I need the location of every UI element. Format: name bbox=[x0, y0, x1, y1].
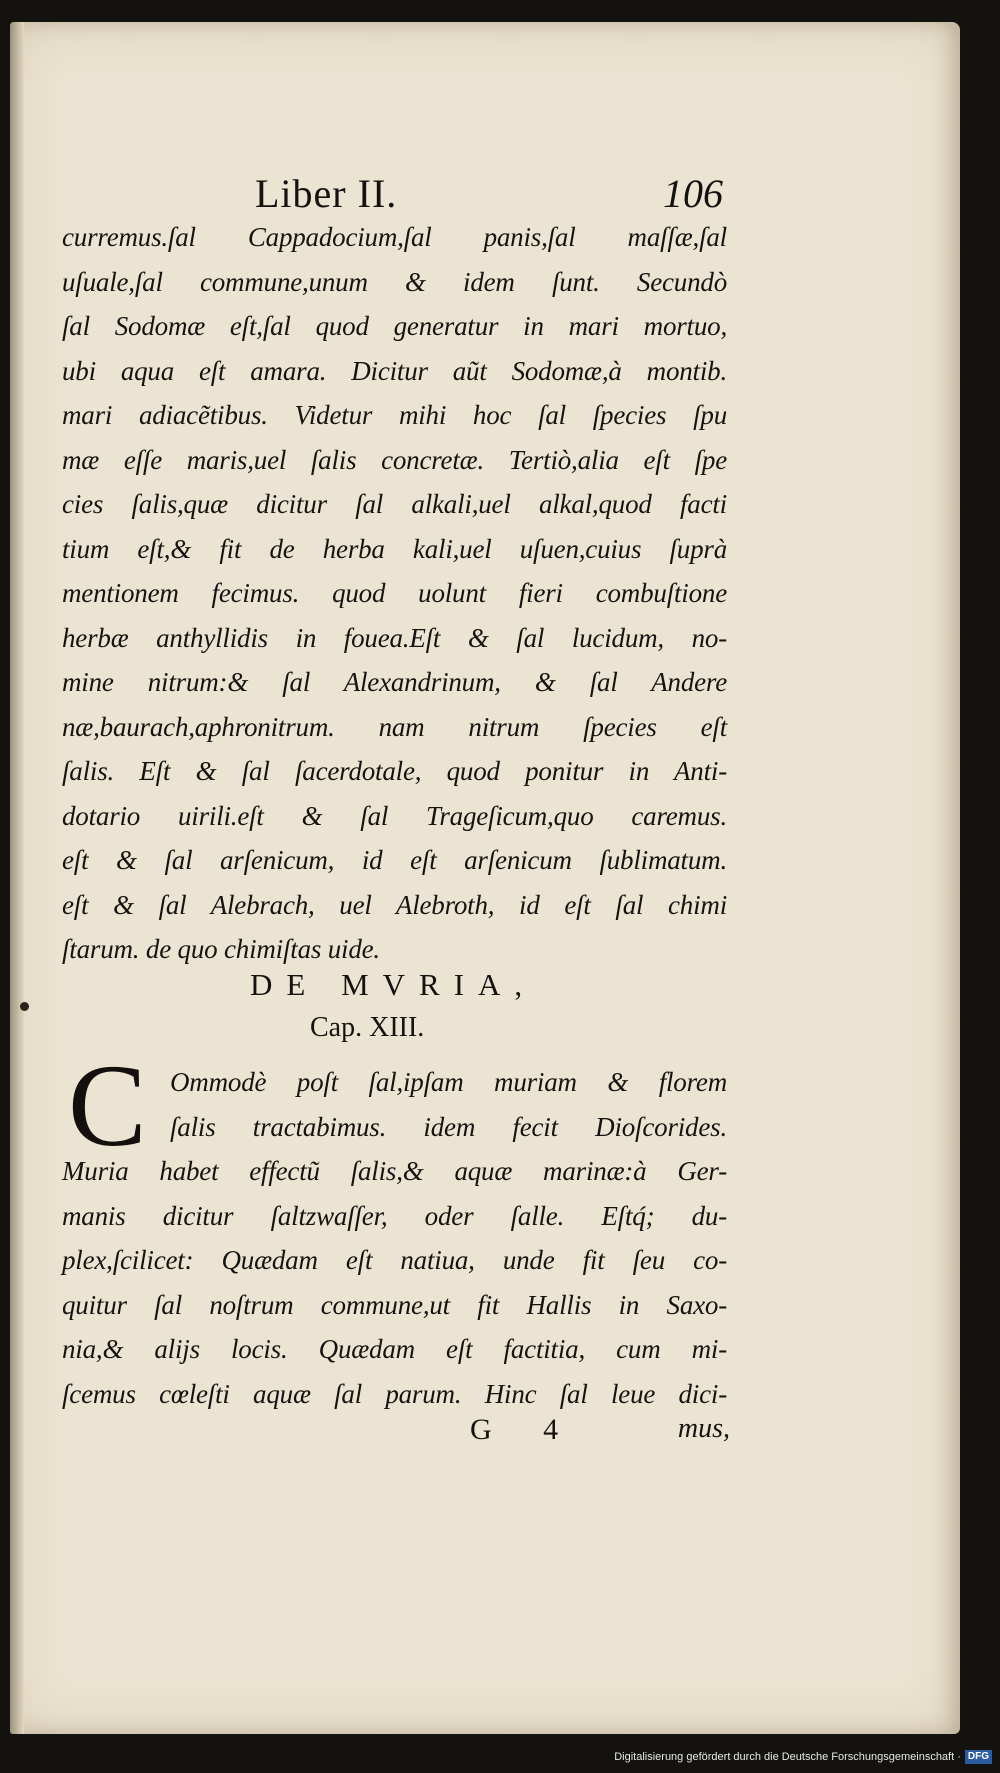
chapter-text bbox=[62, 1040, 727, 1412]
text-line: curremus.ſal Cappadocium,ſal panis,ſal maſſæ,ſal bbox=[62, 222, 727, 252]
text-line: mari adiacẽtibus. Videtur mihi hoc ſal ſpecies ſpu bbox=[62, 400, 727, 430]
credit-text: Digitalisierung gefördert durch die Deutsche Forschungsgemeinschaft · bbox=[614, 1751, 961, 1763]
drop-cap-initial: C bbox=[68, 1040, 147, 1171]
signature-mark: G 4 bbox=[470, 1413, 581, 1446]
text-line: næ,baurach,aphronitrum. nam nitrum ſpecies eſt bbox=[62, 711, 727, 742]
text-line: ſtarum. de quo chimiſtas uide. bbox=[62, 934, 380, 964]
text-line: uſuale,ſal commune,unum & idem ſunt. Secundò bbox=[62, 266, 727, 297]
page-number: 106 bbox=[663, 171, 723, 216]
margin-mark bbox=[20, 1002, 29, 1011]
text-line: ubi aqua eſt amara. Dicitur aũt Sodomæ,à montib. bbox=[62, 355, 727, 386]
book-page bbox=[10, 22, 960, 1734]
chapter-number: Cap. XIII. bbox=[310, 1012, 425, 1043]
text-line: Ommodè poſt ſal,ipſam muriam & florem bbox=[170, 1067, 727, 1097]
body-text bbox=[62, 215, 727, 972]
text-line: cies ſalis,quæ dicitur ſal alkali,uel alkal,quod facti bbox=[62, 489, 727, 519]
text-line: mæ eſſe maris,uel ſalis concretæ. Tertiò,alia eſt ſpe bbox=[62, 444, 727, 475]
running-title: Liber II. bbox=[255, 171, 398, 216]
text-line: eſt & ſal arſenicum, id eſt arſenicum ſublimatum. bbox=[62, 845, 727, 875]
section-heading: DE MVRIA, bbox=[250, 967, 537, 1002]
text-line: mentionem fecimus. quod uolunt fieri combuſtione bbox=[62, 578, 727, 608]
dfg-logo-icon: DFG bbox=[965, 1750, 992, 1764]
text-line: herbæ anthyllidis in fouea.Eſt & ſal lucidum, no- bbox=[62, 622, 727, 653]
text-line: plex,ſcilicet: Quædam eſt natiua, unde fit ſeu co- bbox=[62, 1245, 727, 1275]
catchword: mus, bbox=[677, 1413, 730, 1444]
chapter-lines bbox=[62, 1060, 727, 1416]
text-line: Muria habet effectũ ſalis,& aquæ marinæ:à Ger- bbox=[62, 1156, 727, 1186]
page-footer bbox=[470, 1413, 732, 1453]
text-line: manis dicitur ſaltzwaſſer, oder ſalle. Eſtq́; du- bbox=[62, 1200, 727, 1231]
text-line: ſalis tractabimus. idem fecit Dioſcorides. bbox=[170, 1111, 727, 1142]
text-line: ſal Sodomæ eſt,ſal quod generatur in mari mortuo, bbox=[62, 311, 727, 341]
text-line: ſalis. Eſt & ſal ſacerdotale, quod ponitur in Anti- bbox=[62, 756, 727, 786]
digitization-credit bbox=[614, 1747, 992, 1767]
text-line: ſcemus cœleſti aquæ ſal parum. Hinc ſal leue dici- bbox=[62, 1378, 727, 1409]
text-line: mine nitrum:& ſal Alexandrinum, & ſal Andere bbox=[62, 667, 727, 697]
text-line: eſt & ſal Alebrach, uel Alebroth, id eſt ſal chimi bbox=[62, 889, 727, 920]
text-line: nia,& alijs locis. Quædam eſt factitia, cum mi- bbox=[62, 1334, 727, 1364]
text-line: dotario uirili.eſt & ſal Trageſicum,quo caremus. bbox=[62, 800, 727, 831]
text-line: tium eſt,& fit de herba kali,uel uſuen,cuius ſuprà bbox=[62, 533, 727, 564]
text-line: quitur ſal noſtrum commune,ut fit Hallis in Saxo- bbox=[62, 1289, 727, 1320]
